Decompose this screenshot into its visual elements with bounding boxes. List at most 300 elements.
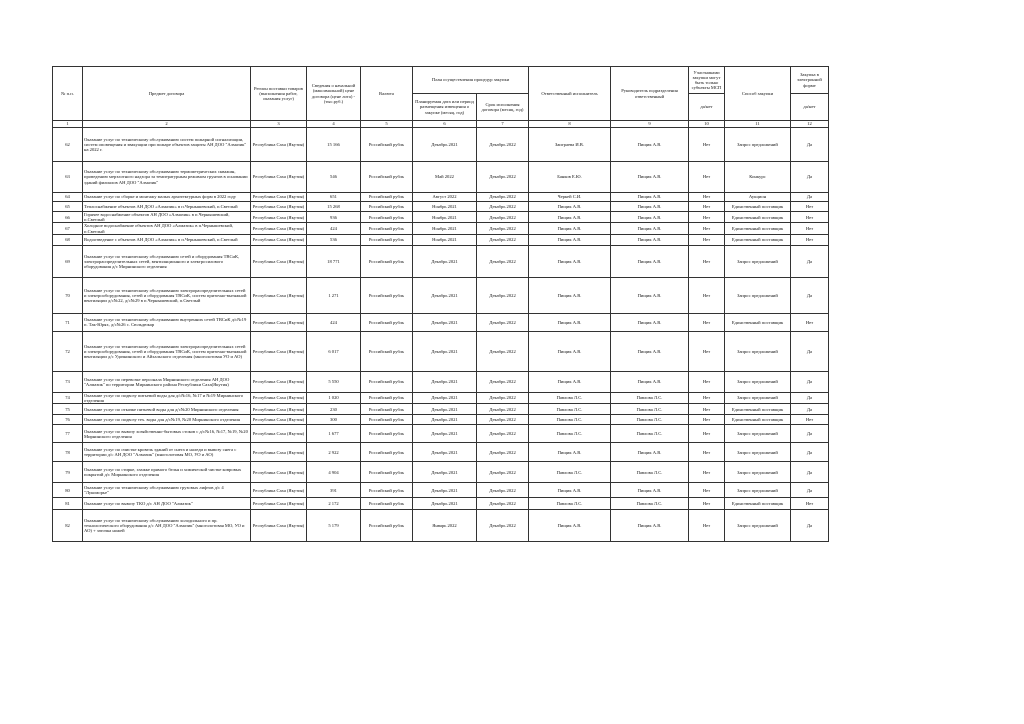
row-term: Декабрь 2022 (477, 404, 529, 415)
row-msp: Нет (689, 404, 725, 415)
row-price: 391 (307, 483, 361, 498)
row-plan-date: Май 2022 (413, 162, 477, 193)
row-term: Декабрь 2022 (477, 392, 529, 403)
row-method: Запрос предложений (725, 128, 791, 162)
row-number: 73 (53, 371, 83, 392)
row-subject: Оказание услуг по очистке кровель зданий от снега и наледи и вывозу снега с территории д/с АН ДОО "Алмазик" (многолотовая МО, УО и АО) (83, 443, 251, 462)
row-currency: Российский рубль (361, 498, 413, 510)
row-term: Декабрь 2022 (477, 425, 529, 443)
row-term: Декабрь 2022 (477, 510, 529, 542)
row-executor: Пищик А.В. (529, 212, 611, 223)
row-price: 15 268 (307, 202, 361, 212)
row-subject: Холодное водоснабжение объектов АН ДОО «Алмазик» в п.Чернышевский, п.Светлый (83, 223, 251, 234)
header-electronic-sub: да/нет (791, 94, 829, 121)
row-executor: Павлова Л.С. (529, 392, 611, 403)
row-subject: Оказание услуг по подвозу тех. воды для д/с№19, №20 Мирнинского отделения (83, 415, 251, 425)
row-electronic: Да (791, 425, 829, 443)
row-head: Пищик А.В. (611, 212, 689, 223)
row-executor: Пищик А.В. (529, 371, 611, 392)
row-method: Единственный поставщик (725, 415, 791, 425)
row-method: Запрос предложений (725, 462, 791, 483)
row-msp: Нет (689, 510, 725, 542)
row-msp: Нет (689, 483, 725, 498)
table-row (53, 277, 829, 313)
row-currency: Российский рубль (361, 128, 413, 162)
row-msp: Нет (689, 193, 725, 202)
row-electronic: Да (791, 371, 829, 392)
row-msp: Нет (689, 371, 725, 392)
row-currency: Российский рубль (361, 462, 413, 483)
row-msp: Нет (689, 223, 725, 234)
row-region: Республика Саха (Якутия) (251, 212, 307, 223)
row-head: Пищик А.В. (611, 371, 689, 392)
row-number: 71 (53, 313, 83, 331)
col-num: 9 (611, 121, 689, 128)
row-head: Пищик А.В. (611, 277, 689, 313)
row-head: Пищик А.В. (611, 234, 689, 245)
row-head: Павлова Л.С. (611, 498, 689, 510)
row-term: Декабрь 2022 (477, 223, 529, 234)
row-currency: Российский рубль (361, 193, 413, 202)
row-electronic: Да (791, 277, 829, 313)
header-num: № п.п. (53, 67, 83, 121)
row-msp: Нет (689, 313, 725, 331)
table-row (53, 371, 829, 392)
row-plan-date: Ноябрь 2021 (413, 212, 477, 223)
row-subject: Водоотведение с объектов АН ДОО «Алмазик» в п.Чернышевский, п.Светлый (83, 234, 251, 245)
table-row (53, 313, 829, 331)
row-electronic: Да (791, 245, 829, 277)
procurement-plan-sheet (52, 66, 829, 542)
row-plan-date: Декабрь 2021 (413, 443, 477, 462)
row-number: 74 (53, 392, 83, 403)
header-plan-date: Планируемая дата или период размещения извещения о закупке (месяц, год) (413, 94, 477, 121)
row-currency: Российский рубль (361, 313, 413, 331)
row-currency: Российский рубль (361, 245, 413, 277)
row-region: Республика Саха (Якутия) (251, 128, 307, 162)
row-price: 1 271 (307, 277, 361, 313)
row-subject: Оказание услуг по вывозу ТКО д/с АН ДОО "Алмазик" (83, 498, 251, 510)
row-region: Республика Саха (Якутия) (251, 162, 307, 193)
row-number: 75 (53, 404, 83, 415)
header-subject: Предмет договора (83, 67, 251, 121)
col-num: 2 (83, 121, 251, 128)
row-price: 5 179 (307, 510, 361, 542)
row-price: 4 904 (307, 462, 361, 483)
row-plan-date: Ноябрь 2021 (413, 234, 477, 245)
row-method: Единственный поставщик (725, 202, 791, 212)
row-plan-date: Ноябрь 2021 (413, 202, 477, 212)
row-plan-date: Август 2022 (413, 193, 477, 202)
row-plan-date: Декабрь 2021 (413, 462, 477, 483)
row-plan-date: Декабрь 2021 (413, 404, 477, 415)
row-method: Единственный поставщик (725, 498, 791, 510)
row-electronic: Да (791, 404, 829, 415)
table-row (53, 498, 829, 510)
row-term: Декабрь 2022 (477, 212, 529, 223)
row-term: Декабрь 2022 (477, 331, 529, 371)
row-executor: Павлова Л.С. (529, 462, 611, 483)
row-number: 70 (53, 277, 83, 313)
row-currency: Российский рубль (361, 425, 413, 443)
table-row (53, 425, 829, 443)
row-executor: Пищик А.В. (529, 331, 611, 371)
row-electronic: Нет (791, 234, 829, 245)
row-plan-date: Декабрь 2021 (413, 331, 477, 371)
row-currency: Российский рубль (361, 162, 413, 193)
row-region: Республика Саха (Якутия) (251, 510, 307, 542)
row-executor: Пищик А.В. (529, 443, 611, 462)
row-region: Республика Саха (Якутия) (251, 277, 307, 313)
row-head: Павлова Л.С. (611, 392, 689, 403)
row-number: 82 (53, 510, 83, 542)
row-term: Декабрь 2022 (477, 443, 529, 462)
row-price: 2 172 (307, 498, 361, 510)
row-plan-date: Декабрь 2021 (413, 371, 477, 392)
row-msp: Нет (689, 331, 725, 371)
row-executor: Павлова Л.С. (529, 498, 611, 510)
row-subject: Оказание услуг по вывозу хозяйственно-бытовых стоков с д/с№16, №17, №19, №20 Мирнинского отделения (83, 425, 251, 443)
row-electronic: Да (791, 162, 829, 193)
row-currency: Российский рубль (361, 202, 413, 212)
row-term: Декабрь 2022 (477, 128, 529, 162)
row-subject: Оказание услуг по перевозке персонала Мирнинского отделения АН ДОО "Алмазик" по территории Мирнинского района Республики Саха(Якутия) (83, 371, 251, 392)
row-price: 546 (307, 162, 361, 193)
row-region: Республика Саха (Якутия) (251, 245, 307, 277)
row-region: Республика Саха (Якутия) (251, 331, 307, 371)
table-row (53, 462, 829, 483)
row-electronic: Нет (791, 212, 829, 223)
row-price: 300 (307, 415, 361, 425)
row-executor: Павлова Л.С. (529, 404, 611, 415)
row-price: 536 (307, 234, 361, 245)
row-method: Единственный поставщик (725, 234, 791, 245)
row-subject: Оказание услуг по техническому обслуживанию систем пожарной сигнализации, систем оповещения и эвакуации при пожаре объектов защиты АН ДОО "Алмазик" на 2022 г. (83, 128, 251, 162)
row-term: Декабрь 2022 (477, 193, 529, 202)
row-method: Единственный поставщик (725, 313, 791, 331)
row-method: Запрос предложений (725, 483, 791, 498)
col-num: 11 (725, 121, 791, 128)
header-price: Сведения о начальной (максимальной) цене договора (цене лота) - (тыс.руб.) (307, 67, 361, 121)
row-executor: Павлова Л.С. (529, 415, 611, 425)
row-number: 76 (53, 415, 83, 425)
row-electronic: Да (791, 483, 829, 498)
table-row (53, 162, 829, 193)
row-msp: Нет (689, 212, 725, 223)
row-price: 18 771 (307, 245, 361, 277)
row-number: 79 (53, 462, 83, 483)
row-msp: Нет (689, 415, 725, 425)
row-electronic: Да (791, 392, 829, 403)
row-msp: Нет (689, 392, 725, 403)
row-electronic: Да (791, 331, 829, 371)
row-price: 424 (307, 223, 361, 234)
row-executor: Банков Е.Ю. (529, 162, 611, 193)
table-row (53, 415, 829, 425)
row-region: Республика Саха (Якутия) (251, 313, 307, 331)
table-row (53, 404, 829, 415)
row-number: 67 (53, 223, 83, 234)
row-subject: Оказание услуг по откачке питьевой воды для д/с№20 Мирнинского отделения (83, 404, 251, 415)
row-term: Декабрь 2022 (477, 234, 529, 245)
row-plan-date: Декабрь 2021 (413, 392, 477, 403)
row-number: 69 (53, 245, 83, 277)
row-region: Республика Саха (Якутия) (251, 392, 307, 403)
row-term: Декабрь 2022 (477, 462, 529, 483)
row-region: Республика Саха (Якутия) (251, 483, 307, 498)
row-head: Пищик А.В. (611, 510, 689, 542)
col-num: 12 (791, 121, 829, 128)
row-msp: Нет (689, 202, 725, 212)
row-number: 81 (53, 498, 83, 510)
table-row (53, 392, 829, 403)
table-row (53, 234, 829, 245)
row-term: Декабрь 2022 (477, 277, 529, 313)
col-num: 5 (361, 121, 413, 128)
row-plan-date: Декабрь 2021 (413, 245, 477, 277)
row-msp: Нет (689, 234, 725, 245)
table-row (53, 245, 829, 277)
row-currency: Российский рубль (361, 223, 413, 234)
row-head: Павлова Л.С. (611, 404, 689, 415)
row-plan-date: Декабрь 2021 (413, 415, 477, 425)
row-plan-date: Январь 2022 (413, 510, 477, 542)
row-msp: Нет (689, 277, 725, 313)
row-subject: Горячее водоснабжение объектов АН ДОО «Алмазик» в п.Чернышевский, п.Светлый (83, 212, 251, 223)
col-num: 8 (529, 121, 611, 128)
row-currency: Российский рубль (361, 483, 413, 498)
row-subject: Оказание услуг по подвозу питьевой воды для д/с№16, №17 и №19 Мирнинского отделения (83, 392, 251, 403)
row-executor: Пищик А.В. (529, 277, 611, 313)
row-plan-date: Декабрь 2021 (413, 277, 477, 313)
row-plan-date: Декабрь 2021 (413, 425, 477, 443)
row-method: Запрос предложений (725, 425, 791, 443)
row-subject: Оказание услуг по техническому обслуживанию холодильного и пр. технологического оборудования д/с АН ДОО "Алмазик" (многолотовая МО, УО и АО) + заточка ножей (83, 510, 251, 542)
row-currency: Российский рубль (361, 404, 413, 415)
table-row (53, 510, 829, 542)
row-region: Республика Саха (Якутия) (251, 223, 307, 234)
row-executor: Черкей С.И. (529, 193, 611, 202)
row-electronic: Да (791, 443, 829, 462)
row-plan-date: Декабрь 2021 (413, 128, 477, 162)
row-executor: Заиграева И.В. (529, 128, 611, 162)
row-executor: Павлова Л.С. (529, 425, 611, 443)
row-price: 651 (307, 193, 361, 202)
col-num: 3 (251, 121, 307, 128)
row-executor: Пищик А.В. (529, 483, 611, 498)
row-electronic: Да (791, 128, 829, 162)
col-num: 7 (477, 121, 529, 128)
row-number: 68 (53, 234, 83, 245)
row-method: Запрос предложений (725, 277, 791, 313)
row-price: 2 922 (307, 443, 361, 462)
table-rows (53, 128, 829, 542)
procurement-plan-table (52, 66, 829, 542)
row-head: Пищик А.В. (611, 162, 689, 193)
table-row (53, 193, 829, 202)
row-number: 64 (53, 193, 83, 202)
row-price: 230 (307, 404, 361, 415)
col-num: 10 (689, 121, 725, 128)
header-head: Руководитель подразделения ответственный (611, 67, 689, 121)
row-currency: Российский рубль (361, 510, 413, 542)
header-region: Регион поставки товаров (выполнения работ, оказания услуг) (251, 67, 307, 121)
row-price: 1 020 (307, 392, 361, 403)
row-msp: Нет (689, 245, 725, 277)
row-electronic: Нет (791, 498, 829, 510)
row-executor: Пищик А.В. (529, 245, 611, 277)
row-plan-date: Ноябрь 2021 (413, 223, 477, 234)
row-currency: Российский рубль (361, 443, 413, 462)
row-executor: Пищик А.В. (529, 202, 611, 212)
header-term: Срок исполнения договора (месяц, год) (477, 94, 529, 121)
row-msp: Нет (689, 498, 725, 510)
row-plan-date: Декабрь 2021 (413, 483, 477, 498)
header-msp-sub: да/нет (689, 94, 725, 121)
row-number: 78 (53, 443, 83, 462)
row-subject: Оказание услуг по стирке, глажке прямого белья и химической чистке ковровых покрытий д/с Мирнинского отделения (83, 462, 251, 483)
row-msp: Нет (689, 162, 725, 193)
row-price: 1 677 (307, 425, 361, 443)
row-term: Декабрь 2022 (477, 483, 529, 498)
row-region: Республика Саха (Якутия) (251, 193, 307, 202)
row-subject: Оказание услуг по техническому обслуживанию электрораспределительных сетей и электрооборудования, сетей и оборудования ТВСиК, систем приточно-вытяжной вентиляции д/с Удачнинского и Айхальского отделения (многолотовая УО и АО) (83, 331, 251, 371)
row-head: Пищик А.В. (611, 202, 689, 212)
row-method: Запрос предложений (725, 392, 791, 403)
col-num: 1 (53, 121, 83, 128)
row-term: Декабрь 2022 (477, 371, 529, 392)
row-method: Аукцион (725, 193, 791, 202)
header-method: Способ закупки (725, 67, 791, 121)
header-currency: Валюта (361, 67, 413, 121)
row-msp: Нет (689, 443, 725, 462)
table-row (53, 223, 829, 234)
row-region: Республика Саха (Якутия) (251, 371, 307, 392)
row-plan-date: Декабрь 2021 (413, 498, 477, 510)
row-term: Декабрь 2022 (477, 498, 529, 510)
row-number: 63 (53, 162, 83, 193)
row-subject: Оказание услуг по сборке и монтажу малых архитектурных форм в 2022 году (83, 193, 251, 202)
row-region: Республика Саха (Якутия) (251, 404, 307, 415)
table-row (53, 128, 829, 162)
row-electronic: Да (791, 462, 829, 483)
row-msp: Нет (689, 462, 725, 483)
row-subject: Оказание услуг по техническому обслуживанию сетей и оборудования ТВСиК, электрораспределительных сетей, вентиляционного и электросилового оборудования д/с Мирнинского отделения (83, 245, 251, 277)
header-plan-group: План осуществления процедур закупки (413, 67, 529, 94)
row-head: Павлова Л.С. (611, 425, 689, 443)
row-head: Пищик А.В. (611, 313, 689, 331)
row-region: Республика Саха (Якутия) (251, 498, 307, 510)
row-price: 15 166 (307, 128, 361, 162)
header-executor: Ответственный исполнитель (529, 67, 611, 121)
row-electronic: Нет (791, 202, 829, 212)
row-head: Павлова Л.С. (611, 462, 689, 483)
row-subject: Оказание услуг по техническому обслуживанию грузовых лифтов д/с 4 "Лукоморье" (83, 483, 251, 498)
row-price: 936 (307, 212, 361, 223)
row-electronic: Да (791, 510, 829, 542)
row-number: 66 (53, 212, 83, 223)
row-method: Единственный поставщик (725, 223, 791, 234)
row-method: Запрос предложений (725, 245, 791, 277)
row-subject: Оказание услуг по техническому обслуживанию термометрических скважин, проведению мерзлотного надзора за температурным режимом грунтов в основании зданий филиалов АН ДОО "Алмазик" (83, 162, 251, 193)
row-term: Декабрь 2022 (477, 162, 529, 193)
row-method: Запрос предложений (725, 443, 791, 462)
row-method: Единственный поставщик (725, 212, 791, 223)
row-currency: Российский рубль (361, 212, 413, 223)
row-number: 72 (53, 331, 83, 371)
row-electronic: Нет (791, 415, 829, 425)
row-electronic: Нет (791, 313, 829, 331)
header-msp: Участниками закупки могут быть только субъекты МСП (689, 67, 725, 94)
table-row (53, 331, 829, 371)
row-executor: Пищик А.В. (529, 510, 611, 542)
row-currency: Российский рубль (361, 331, 413, 371)
row-number: 80 (53, 483, 83, 498)
header-electronic: Закупка в электронной форме (791, 67, 829, 94)
row-subject: Оказание услуг по техническому обслуживанию внутренних сетей ТВСиК д/с№19 п. Так-Юрях, д/с№26 с. Сюльдюкар (83, 313, 251, 331)
row-price: 424 (307, 313, 361, 331)
column-number-row (53, 121, 829, 128)
row-term: Декабрь 2022 (477, 415, 529, 425)
table-row (53, 212, 829, 223)
row-number: 77 (53, 425, 83, 443)
row-head: Павлова Л.С. (611, 415, 689, 425)
row-executor: Пищик А.В. (529, 234, 611, 245)
row-term: Декабрь 2022 (477, 245, 529, 277)
row-plan-date: Декабрь 2021 (413, 313, 477, 331)
row-executor: Пищик А.В. (529, 313, 611, 331)
row-region: Республика Саха (Якутия) (251, 443, 307, 462)
row-executor: Пищик А.В. (529, 223, 611, 234)
row-currency: Российский рубль (361, 415, 413, 425)
row-method: Единственный поставщик (725, 404, 791, 415)
row-head: Пищик А.В. (611, 193, 689, 202)
row-region: Республика Саха (Якутия) (251, 202, 307, 212)
row-currency: Российский рубль (361, 277, 413, 313)
row-currency: Российский рубль (361, 371, 413, 392)
row-msp: Нет (689, 128, 725, 162)
row-head: Пищик А.В. (611, 245, 689, 277)
row-number: 65 (53, 202, 83, 212)
row-head: Пищик А.В. (611, 331, 689, 371)
row-electronic: Нет (791, 223, 829, 234)
row-method: Запрос предложений (725, 371, 791, 392)
row-region: Республика Саха (Якутия) (251, 462, 307, 483)
table-row (53, 443, 829, 462)
row-region: Республика Саха (Якутия) (251, 415, 307, 425)
row-currency: Российский рубль (361, 392, 413, 403)
row-method: Конкурс (725, 162, 791, 193)
row-term: Декабрь 2022 (477, 202, 529, 212)
row-price: 6 017 (307, 331, 361, 371)
row-method: Запрос предложений (725, 510, 791, 542)
row-method: Запрос предложений (725, 331, 791, 371)
row-msp: Нет (689, 425, 725, 443)
row-term: Декабрь 2022 (477, 313, 529, 331)
row-currency: Российский рубль (361, 234, 413, 245)
row-subject: Теплоснабжение объектов АН ДОО «Алмазик» в п.Чернышевский, п.Светлый (83, 202, 251, 212)
row-region: Республика Саха (Якутия) (251, 234, 307, 245)
row-region: Республика Саха (Якутия) (251, 425, 307, 443)
row-number: 62 (53, 128, 83, 162)
row-head: Пищик А.В. (611, 128, 689, 162)
row-head: Пищик А.В. (611, 483, 689, 498)
row-head: Пищик А.В. (611, 443, 689, 462)
row-head: Пищик А.В. (611, 223, 689, 234)
row-subject: Оказание услуг по техническому обслуживанию электрораспределительных сетей и электрооборудования, сетей и оборудования ТВСиК, систем приточно-вытяжной вентиляции д/с№22, д/с№29 в п.Чернышевский, п.Светлый (83, 277, 251, 313)
table-row (53, 202, 829, 212)
table-row (53, 483, 829, 498)
